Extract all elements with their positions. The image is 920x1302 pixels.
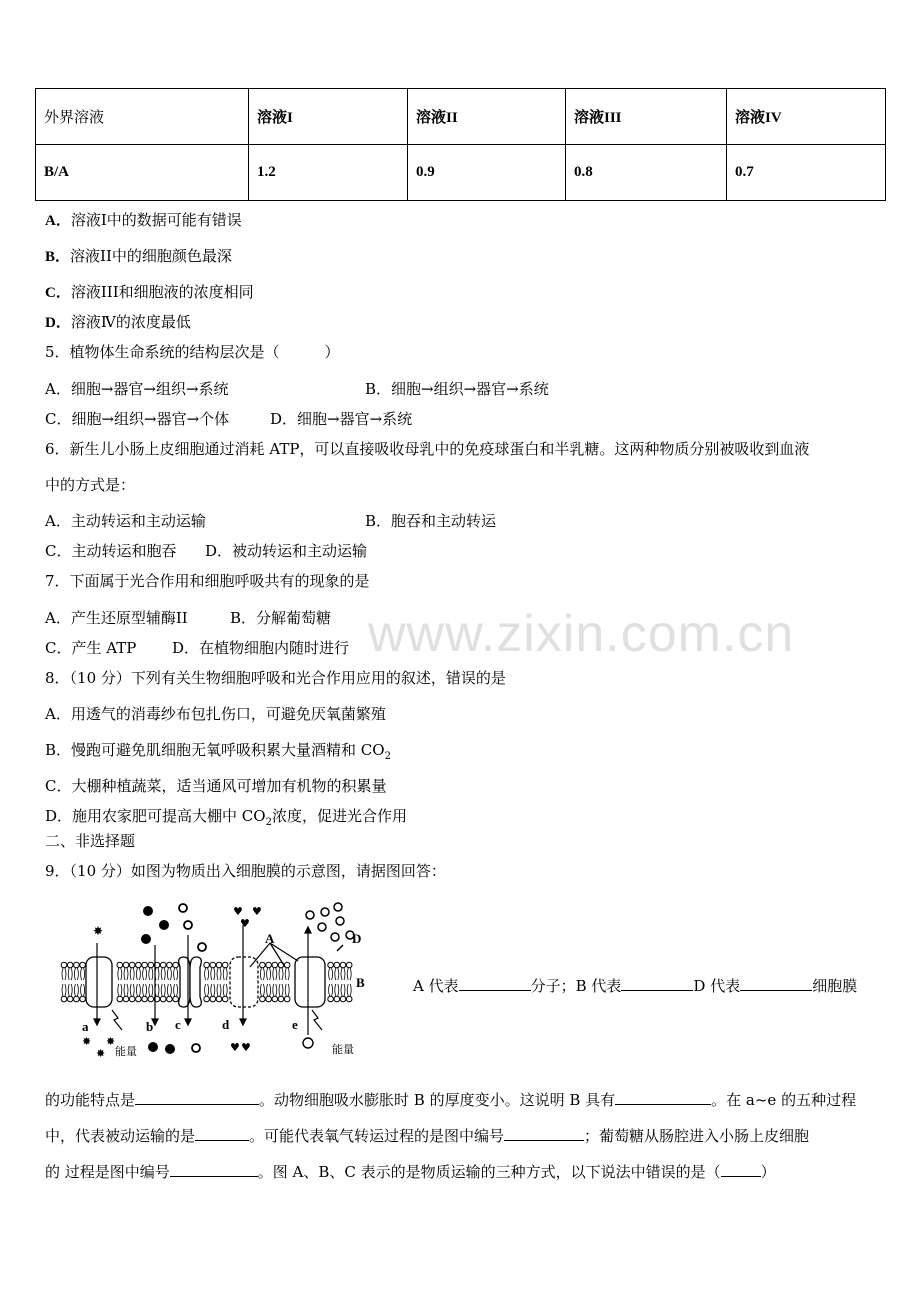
lipid-head: [328, 962, 334, 980]
lipid-head: [272, 962, 278, 980]
q7-option-d: D．在植物细胞内随时进行: [172, 639, 350, 657]
lipid-head: [334, 984, 340, 1002]
answer-blank-choice[interactable]: [721, 1162, 761, 1177]
table-cell: B/A: [36, 145, 249, 201]
channel-protein-a: [86, 957, 112, 1007]
label-process-b: b: [146, 1019, 154, 1034]
q6-stem-line1: 6．新生儿小肠上皮细胞通过消耗 ATP，可以直接吸收母乳中的免疫球蛋白和半乳糖。这两种物质分别被吸收到血液: [45, 440, 810, 458]
q5-option-c: C．细胞→组织→器官→个体: [45, 410, 230, 428]
lipid-head: [210, 984, 216, 1002]
svg-text:♥: ♥: [240, 917, 250, 930]
lipid-head: [129, 984, 135, 1002]
lipid-head: [260, 984, 266, 1002]
molecules-outside: [93, 903, 354, 951]
lipid-head: [266, 962, 272, 980]
q5-option-b: B．细胞→组织→器官→系统: [365, 380, 549, 398]
lipid-head: [216, 984, 222, 1002]
table-cell: 0.8: [566, 145, 727, 201]
lipid-head: [167, 962, 173, 980]
lipid-head: [173, 962, 179, 980]
q4-option-b: B．溶液II中的细胞颜色最深: [45, 247, 232, 265]
table-header-cell: 溶液II: [408, 89, 566, 145]
lipid-head: [61, 962, 67, 980]
q5-option-a: A．细胞→器官→组织→系统: [45, 380, 229, 398]
answer-blank-property[interactable]: [615, 1090, 711, 1105]
lipid-head: [272, 984, 278, 1002]
q8-option-c: C．大棚种植蔬菜，适当通风可增加有机物的积累量: [45, 777, 387, 795]
energy-label-right: 能量: [332, 1043, 354, 1056]
lipid-head: [328, 984, 334, 1002]
table-header-cell: 外界溶液: [36, 89, 249, 145]
lipid-head: [204, 962, 210, 980]
q5-stem: 5．植物体生命系统的结构层次是（ ）: [45, 343, 340, 361]
table-cell: 1.2: [249, 145, 408, 201]
table-header-cell: 溶液I: [249, 89, 408, 145]
lipid-head: [284, 984, 290, 1002]
answer-blank-function[interactable]: [135, 1090, 259, 1105]
svg-text:✸: ✸: [106, 1035, 116, 1048]
label-process-e: e: [292, 1017, 298, 1032]
lipid-head: [123, 984, 129, 1002]
label-b-bilayer: B: [356, 975, 365, 990]
lipid-head: [136, 984, 142, 1002]
lipid-head: [148, 962, 154, 980]
q9-line3: 的 过程是图中编号 。图 A、B、C 表示的是物质运输的三种方式，以下说法中错误的是（ ）: [45, 1163, 776, 1181]
label-d-glycoprotein: D: [352, 931, 362, 946]
q6-option-c: C．主动转运和胞吞: [45, 542, 177, 560]
lipid-head: [346, 984, 352, 1002]
label-process-c: c: [175, 1017, 181, 1032]
q9-stem: 9．（10 分）如图为物质出入细胞膜的示意图，请据图回答：: [45, 862, 446, 880]
svg-text:♥: ♥: [252, 905, 262, 918]
q8-stem: 8．（10 分）下列有关生物细胞呼吸和光合作用应用的叙述，错误的是: [45, 669, 506, 687]
watermark: www.zixin.com.cn: [368, 605, 795, 663]
table-cell: 0.9: [408, 145, 566, 201]
label-process-d: d: [222, 1017, 230, 1032]
q8-option-b: B．慢跑可避免肌细胞无氧呼吸积累大量酒精和 $CO_2$: [45, 741, 391, 762]
answer-blank-d[interactable]: [740, 976, 812, 991]
lipid-head: [160, 984, 166, 1002]
lipid-head: [222, 962, 228, 980]
q7-option-c: C．产生 ATP: [45, 639, 137, 657]
lipid-head: [210, 962, 216, 980]
answer-blank-oxygen[interactable]: [504, 1126, 584, 1141]
lipid-head: [117, 962, 123, 980]
q7-option-b: B．分解葡萄糖: [230, 609, 332, 627]
lipid-head: [216, 962, 222, 980]
lipid-head: [266, 984, 272, 1002]
lipid-head: [160, 962, 166, 980]
answer-blank-glucose[interactable]: [170, 1162, 258, 1177]
lipid-head: [61, 984, 67, 1002]
q6-stem-line2: 中的方式是：: [45, 476, 136, 494]
energy-label-left: 能量: [115, 1045, 137, 1058]
lipid-head: [167, 984, 173, 1002]
q9-fill-line: A 代表 分子；B 代表 D 代表 细胞膜: [413, 977, 858, 995]
lipid-head: [334, 962, 340, 980]
q9-line2: 中，代表被动运输的是 。可能代表氧气转运过程的是图中编号 ；葡萄糖从肠腔进入小肠上皮细胞: [45, 1127, 810, 1145]
label-process-a: a: [82, 1019, 89, 1034]
q4-option-c: C．溶液III和细胞液的浓度相同: [45, 283, 254, 301]
q8-option-d: D．施用农家肥可提高大棚中 $CO_2$浓度，促进光合作用: [45, 807, 407, 828]
lipid-head: [204, 984, 210, 1002]
svg-text:✸: ✸: [93, 924, 104, 938]
svg-text:♥: ♥: [241, 1041, 251, 1054]
lipid-head: [74, 984, 80, 1002]
lipid-head: [142, 962, 148, 980]
channel-protein-c-right: [190, 957, 201, 1007]
q4-option-d: D．溶液Ⅳ的浓度最低: [45, 313, 191, 331]
q7-option-a: A．产生还原型辅酶II: [45, 609, 188, 627]
q6-option-b: B．胞吞和主动转运: [365, 512, 497, 530]
lipid-head: [117, 984, 123, 1002]
lipid-head: [74, 962, 80, 980]
lipid-head: [129, 962, 135, 980]
svg-text:✸: ✸: [96, 1047, 106, 1060]
table-header-cell: 溶液IV: [727, 89, 886, 145]
svg-text:♥: ♥: [230, 1041, 240, 1054]
answer-blank-passive[interactable]: [195, 1126, 249, 1141]
lipid-head: [67, 984, 73, 1002]
membrane-diagram: [60, 895, 380, 1065]
lipid-head: [80, 984, 86, 1002]
svg-text:✸: ✸: [82, 1035, 92, 1048]
lipid-head: [222, 984, 228, 1002]
carrier-protein-d: [230, 957, 258, 1007]
lipid-head: [346, 962, 352, 980]
lipid-head: [340, 984, 346, 1002]
svg-text:♥: ♥: [233, 905, 243, 918]
label-a-protein: A: [265, 931, 275, 946]
carrier-protein-e: [295, 957, 325, 1007]
data-table: [35, 88, 886, 201]
lipid-head: [260, 962, 266, 980]
lipid-head: [136, 962, 142, 980]
q5-option-d: D．细胞→器官→系统: [270, 410, 413, 428]
lipid-head: [123, 962, 129, 980]
q7-stem: 7．下面属于光合作用和细胞呼吸共有的现象的是: [45, 572, 370, 590]
answer-blank-a[interactable]: [459, 976, 531, 991]
lipid-head: [173, 984, 179, 1002]
answer-blank-b[interactable]: [621, 976, 693, 991]
q9-line1: 的功能特点是 。动物细胞吸水膨胀时 B 的厚度变小。这说明 B 具有 。在 a~e 的五种过程: [45, 1091, 857, 1109]
q8-option-a: A．用透气的消毒纱布包扎伤口，可避免厌氧菌繁殖: [45, 705, 386, 723]
lipid-head: [284, 962, 290, 980]
q6-option-d: D．被动转运和主动运输: [205, 542, 368, 560]
table-header-cell: 溶液III: [566, 89, 727, 145]
table-row: [36, 89, 886, 145]
q4-option-a: A．溶液I中的数据可能有错误: [45, 211, 242, 229]
lipid-head: [67, 962, 73, 980]
lipid-head: [142, 984, 148, 1002]
q6-option-a: A．主动转运和主动运输: [45, 512, 206, 530]
lipid-head: [278, 962, 284, 980]
table-row: [36, 145, 886, 201]
section-title: 二、非选择题: [45, 832, 136, 850]
lipid-head: [340, 962, 346, 980]
lipid-head: [148, 984, 154, 1002]
table-cell: 0.7: [727, 145, 886, 201]
lipid-head: [278, 984, 284, 1002]
lipid-head: [80, 962, 86, 980]
